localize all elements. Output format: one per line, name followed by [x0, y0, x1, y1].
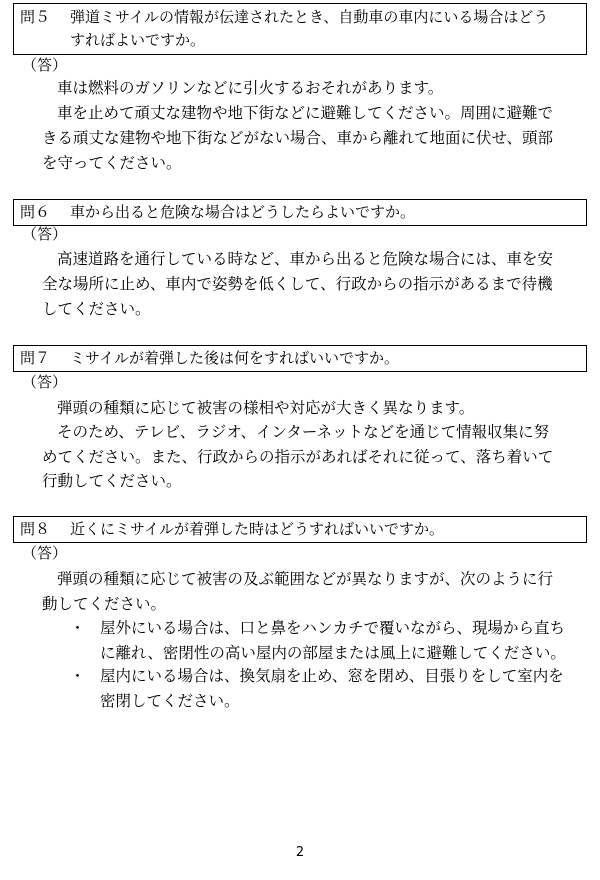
question-7-answer-line: 行動してください。	[42, 472, 182, 490]
question-8-answer-label: （答）	[22, 544, 68, 562]
question-8-text: 近くにミサイルが着弾した時はどうすればいいですか。	[70, 520, 444, 538]
question-8-bullet-line: 屋内にいる場合は、換気扇を止め、窓を閉め、目張りをして室内を	[100, 667, 564, 685]
question-6-answer-line: 高速道路を通行している時など、車から出ると危険な場合には、車を安	[57, 250, 554, 268]
page-number: 2	[295, 845, 305, 860]
question-6-label: 問６	[20, 203, 51, 221]
question-7-answer-line: 弾頭の種類に応じて被害の様相や対応が大きく異なります。	[57, 399, 475, 417]
question-7-answer-line: そのため、テレビ、ラジオ、インターネットなどを通じて情報収集に努	[57, 423, 550, 441]
question-8-answer-line: 弾頭の種類に応じて被害の及ぶ範囲などが異なりますが、次のように行	[57, 570, 554, 588]
question-5-answer-label: （答）	[22, 56, 68, 74]
question-7-box	[13, 345, 587, 372]
question-7-answer-label: （答）	[22, 373, 68, 391]
question-8-box	[13, 516, 587, 543]
question-8-label: 問８	[20, 520, 51, 538]
question-5-text-line-2: すればよいですか。	[70, 31, 206, 49]
question-5-answer-line: 車を止めて頑丈な建物や地下街などに避難してください。周囲に避難で	[57, 104, 554, 122]
question-7-label: 問７	[20, 349, 51, 367]
question-5-text-line-1: 弾道ミサイルの情報が伝達されたとき、自動車の車内にいる場合はどう	[70, 8, 549, 26]
question-5-answer-line: を守ってください。	[42, 154, 182, 172]
bullet-point-icon: ・	[70, 619, 86, 637]
question-7-answer-line: めてください。また、行政からの指示があればそれに従って、落ち着いて	[42, 448, 554, 466]
question-8-bullet-line: に離れ、密閉性の高い屋内の部屋または風上に避難してください。	[100, 644, 566, 662]
question-8-answer-line: 動してください。	[42, 595, 167, 613]
question-5-label: 問５	[20, 8, 51, 26]
question-5-answer-line: 車は燃料のガソリンなどに引火するおそれがあります。	[57, 79, 444, 97]
question-6-answer-label: （答）	[22, 225, 68, 243]
question-6-answer-line: してください。	[42, 300, 151, 318]
question-5-box	[13, 3, 587, 55]
question-6-text: 車から出ると危険な場合はどうしたらよいですか。	[70, 203, 416, 221]
bullet-point-icon: ・	[70, 667, 86, 685]
question-5-answer-line: きる頑丈な建物や地下街などがない場合、車から離れて地面に伏せ、頭部	[42, 129, 554, 147]
question-8-bullet-line: 密閉してください。	[100, 692, 240, 710]
question-7-text: ミサイルが着弾した後は何をすればいいですか。	[70, 349, 399, 367]
question-6-answer-line: 全な場所に止め、車内で姿勢を低くして、行政からの指示があるまで待機	[42, 275, 553, 293]
question-8-bullet-line: 屋外にいる場合は、口と鼻をハンカチで覆いながら、現場から直ち	[100, 619, 566, 637]
question-6-box	[13, 199, 587, 226]
